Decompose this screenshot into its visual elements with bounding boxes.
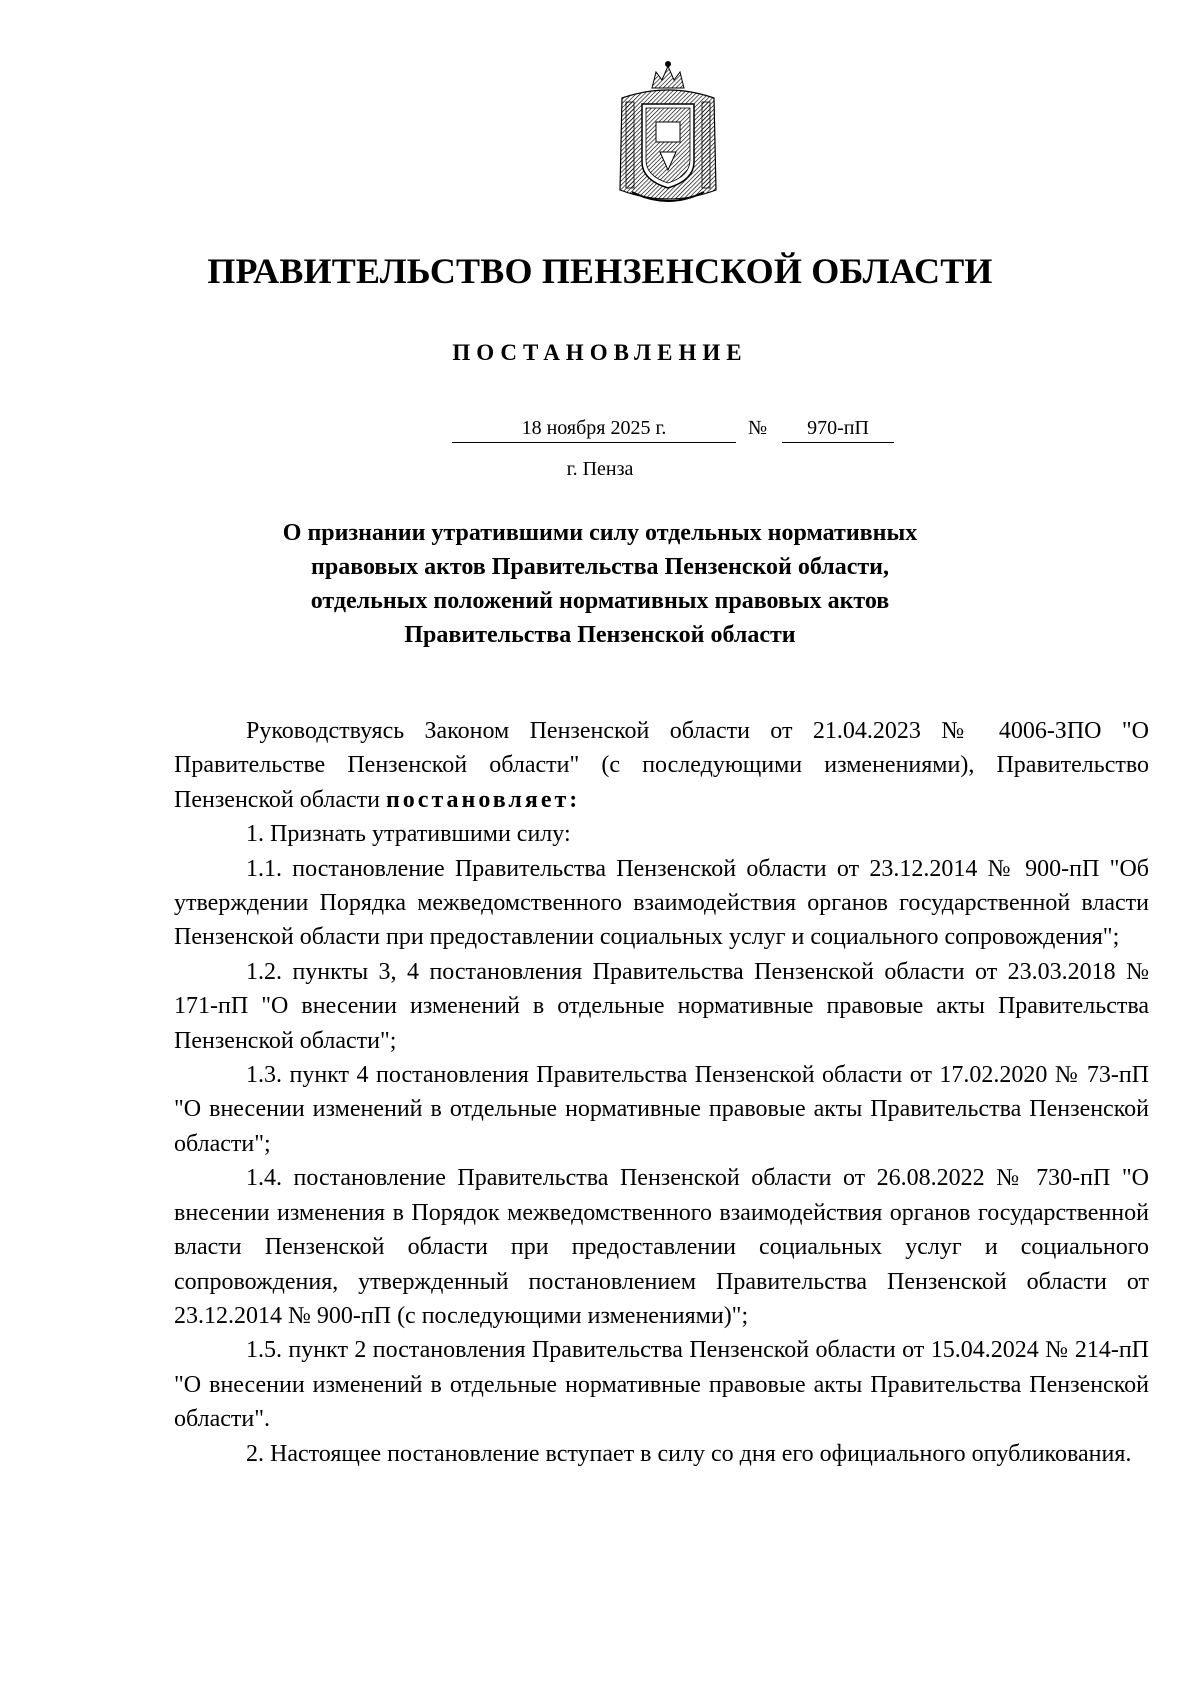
title-line: Правительства Пензенской области xyxy=(404,622,796,648)
resolves-word: постановляет: xyxy=(385,786,581,813)
preamble-text: Руководствуясь Законом Пензенской области от 21.04.2023 № 4006-ЗПО "О Правительстве Пензенской области" (с последующими изменениями), Правительство Пензенской области xyxy=(174,718,1149,813)
list-item: 1.1. постановление Правительства Пензенской области от 23.12.2014 № 900-пП "Об утверждении Порядка межведомственного взаимодействия органов государственной власти Пензенской области при предоставлении социальных услуг и социального сопровождения"; xyxy=(174,855,1149,951)
list-item: 1. Признать утратившими силу: xyxy=(246,821,571,848)
document-title xyxy=(240,516,960,652)
document-date: 18 ноября 2025 г. xyxy=(452,414,736,443)
organization-name: ПРАВИТЕЛЬСТВО ПЕНЗЕНСКОЙ ОБЛАСТИ xyxy=(207,251,993,291)
title-line: правовых актов Правительства Пензенской области, xyxy=(311,554,889,580)
number-sign: № xyxy=(748,417,768,439)
date-number-row xyxy=(0,414,1200,444)
document-number: 970-пП xyxy=(782,414,894,443)
document-type: ПОСТАНОВЛЕНИЕ xyxy=(452,340,748,365)
coat-of-arms-icon xyxy=(612,58,724,210)
list-item: 1.4. постановление Правительства Пензенской области от 26.08.2022 № 730-пП "О внесении изменения в Порядок межведомственного взаимодействия органов государственной власти Пензенской области при предоставлении социальных услуг и социального сопровождения, утвержденный постановлением Правительства Пензенской области от 23.12.2014 № 900-пП (с последующими изменениями)"; xyxy=(174,1165,1149,1329)
city: г. Пенза xyxy=(566,458,634,480)
preamble-paragraph xyxy=(174,714,1149,817)
title-line: О признании утратившими силу отдельных нормативных xyxy=(282,520,918,546)
list-item: 1.3. пункт 4 постановления Правительства Пензенской области от 17.02.2020 № 73-пП "О внесении изменений в отдельные нормативные правовые акты Правительства Пензенской области"; xyxy=(174,1062,1149,1157)
document-body xyxy=(174,714,1149,1471)
title-line: отдельных положений нормативных правовых актов xyxy=(310,588,890,614)
list-item: 1.2. пункты 3, 4 постановления Правительства Пензенской области от 23.03.2018 № 171-пП "О внесении изменений в отдельные нормативные правовые акты Правительства Пензенской области"; xyxy=(174,958,1149,1054)
list-item: 2. Настоящее постановление вступает в силу со дня его официального опубликования. xyxy=(246,1440,1132,1467)
list-item: 1.5. пункт 2 постановления Правительства Пензенской области от 15.04.2024 № 214-пП "О внесении изменений в отдельные нормативные правовые акты Правительства Пензенской области". xyxy=(174,1337,1149,1433)
